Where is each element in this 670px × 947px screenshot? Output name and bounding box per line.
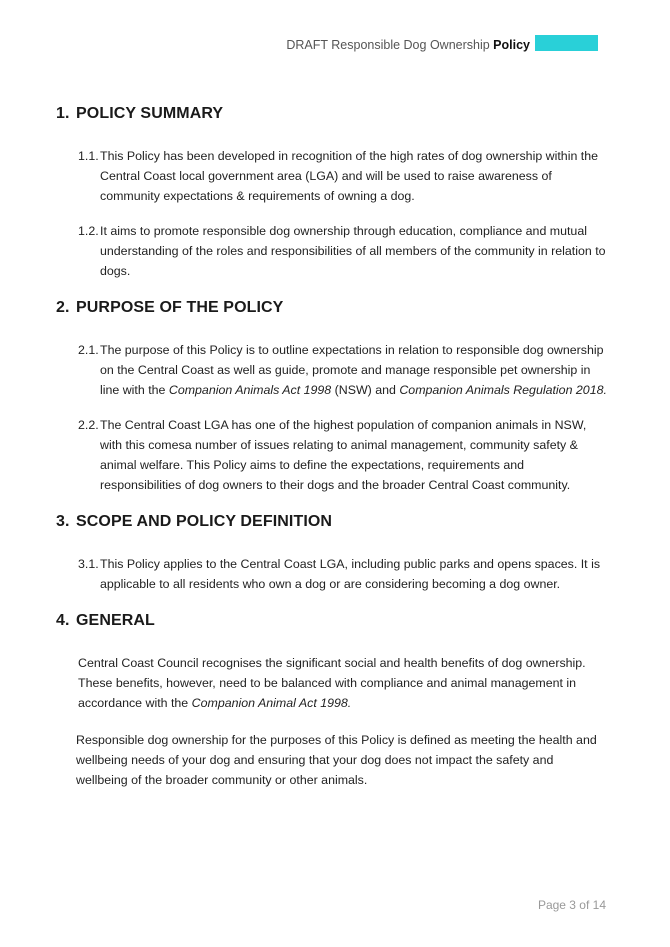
header-title: DRAFT Responsible Dog Ownership	[286, 38, 490, 52]
clause-3-1: 3.1. This Policy applies to the Central Coast LGA, including public parks and opens spaces. It is applicable to all residents who own a dog or are considering becoming a dog owner.	[78, 557, 601, 591]
header-accent-bar	[535, 35, 598, 51]
clause-2-1: 2.1. The purpose of this Policy is to outline expectations in relation to responsible dog ownership on the Central Coast as well as guide, promote and manage responsible pet ownership in line with the Companion Animals Act 1998 (NSW) and Companion Animals Regulation 2018.	[78, 343, 607, 397]
clause-1-2: 1.2. It aims to promote responsible dog ownership through education, compliance and mutual understanding of the roles and responsibilities of all members of the community in relation to dogs.	[78, 224, 606, 278]
page-number: Page 3 of 14	[537, 898, 606, 912]
section-heading-3: 3. SCOPE AND POLICY DEFINITION	[56, 513, 333, 530]
running-header	[286, 38, 530, 52]
section-heading-4: 4. GENERAL	[56, 612, 155, 629]
general-paragraph-1: Central Coast Council recognises the significant social and health benefits of dog ownership. These benefits, however, need to be balanced with compliance and animal management in accordance with the Companion Animal Act 1998.	[78, 656, 586, 710]
section-heading-2: 2. PURPOSE OF THE POLICY	[56, 299, 284, 316]
clause-1-1: 1.1. This Policy has been developed in recognition of the high rates of dog ownership within the Central Coast local government area (LGA) and will be used to raise awareness of community expectations & requirements of owning a dog.	[78, 149, 599, 203]
header-title-bold: Policy	[493, 38, 530, 52]
clause-2-2: 2.2. The Central Coast LGA has one of the highest population of companion animals in NSW, with this comesa number of issues relating to animal management, community safety & animal welfare. This Policy aims to define the expectations, requirements and responsibilities of dog owners to their dogs and the broader Central Coast community.	[78, 418, 587, 492]
section-heading-1: 1. POLICY SUMMARY	[56, 105, 224, 122]
general-paragraph-2: Responsible dog ownership for the purposes of this Policy is defined as meeting the health and wellbeing needs of your dog and ensuring that your dog does not impact the safety and wellbeing of the broader community or other animals.	[76, 733, 597, 787]
